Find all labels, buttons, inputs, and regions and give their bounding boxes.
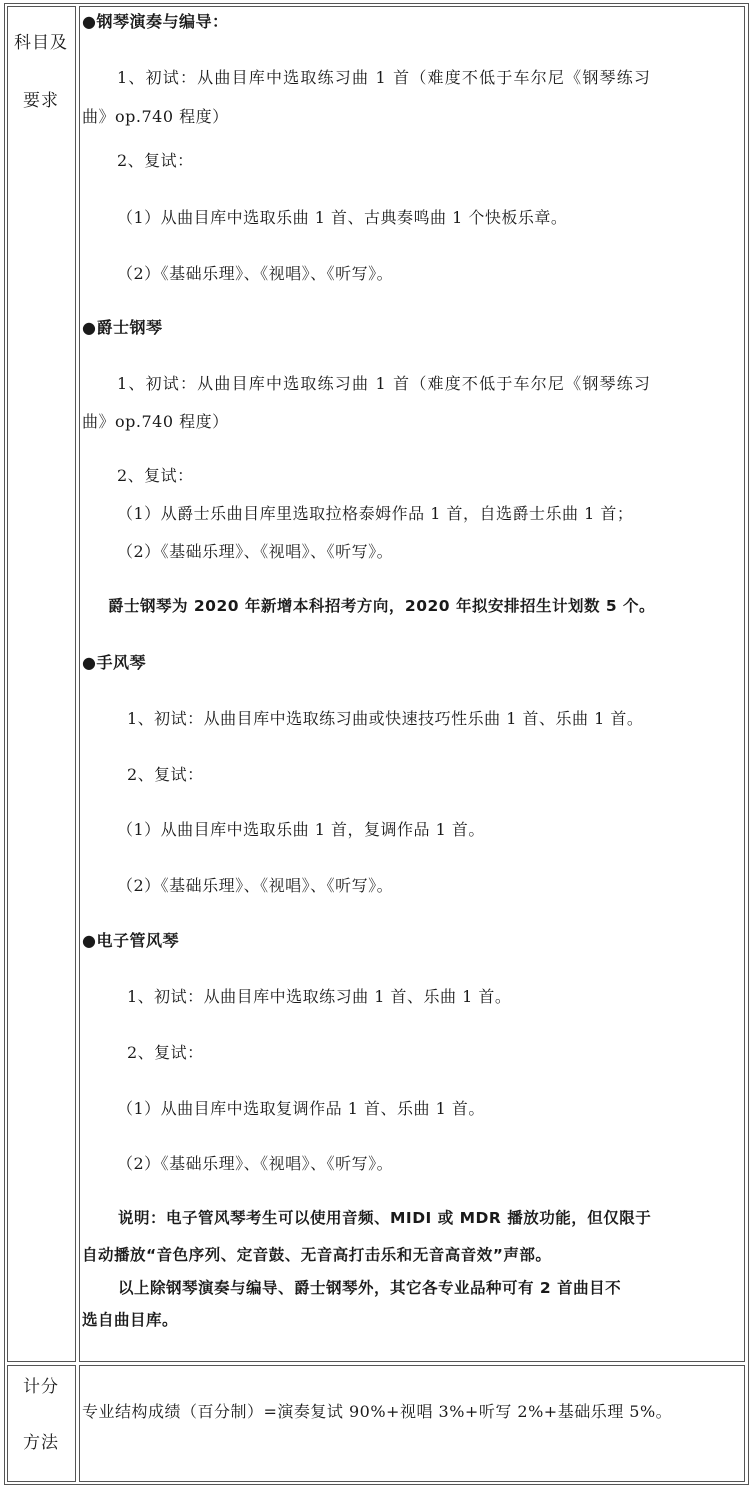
jazz-retest-item2: （2）《基础乐理》、《视唱》、《听写》。	[117, 542, 394, 561]
jazz-retest: 2、复试：	[117, 466, 194, 485]
piano-retest-item2: （2）《基础乐理》、《视唱》、《听写》。	[117, 264, 394, 283]
general-note-line1: 以上除钢琴演奏与编导、爵士钢琴外，其它各专业品种可有 2 首曲目不	[118, 1279, 622, 1297]
jazz-prelim-line1: 1、初试：从曲目库中选取练习曲 1 首（难度不低于车尔尼《钢琴练习	[117, 374, 652, 393]
label-cell-requirements	[7, 6, 76, 1362]
organ-prelim: 1、初试：从曲目库中选取练习曲 1 首、乐曲 1 首。	[127, 987, 512, 1006]
scoring-formula: 专业结构成绩（百分制）=演奏复试 90%+视唱 3%+听写 2%+基础乐理 5%。	[82, 1402, 673, 1421]
jazz-enrollment-note: 爵士钢琴为 2020 年新增本科招考方向，2020 年拟安排招生计划数 5 个。	[108, 597, 656, 615]
accordion-retest: 2、复试：	[127, 765, 204, 784]
general-note-line2: 选自曲目库。	[82, 1311, 179, 1329]
section-title-accordion: ●手风琴	[82, 653, 146, 672]
piano-prelim-line2: 曲》op.740 程度）	[82, 107, 229, 126]
piano-prelim-line1: 1、初试：从曲目库中选取练习曲 1 首（难度不低于车尔尼《钢琴练习	[117, 68, 652, 87]
jazz-retest-item1: （1）从爵士乐曲目库里选取拉格泰姆作品 1 首，自选爵士乐曲 1 首；	[117, 504, 634, 523]
label-scoring-line1: 计分	[23, 1377, 59, 1397]
organ-retest-item2: （2）《基础乐理》、《视唱》、《听写》。	[117, 1154, 394, 1173]
jazz-prelim-line2: 曲》op.740 程度）	[82, 412, 229, 431]
piano-retest-item1: （1）从曲目库中选取乐曲 1 首、古典奏鸣曲 1 个快板乐章。	[117, 208, 568, 227]
label-requirements-line2: 要求	[23, 91, 59, 111]
organ-retest-item1: （1）从曲目库中选取复调作品 1 首、乐曲 1 首。	[117, 1099, 485, 1118]
piano-retest: 2、复试：	[117, 151, 194, 170]
accordion-prelim: 1、初试：从曲目库中选取练习曲或快速技巧性乐曲 1 首、乐曲 1 首。	[127, 709, 644, 728]
label-requirements-line1: 科目及	[14, 33, 68, 53]
section-title-jazz: ●爵士钢琴	[82, 318, 163, 337]
organ-retest: 2、复试：	[127, 1043, 204, 1062]
section-title-organ: ●电子管风琴	[82, 931, 179, 950]
accordion-retest-item2: （2）《基础乐理》、《视唱》、《听写》。	[117, 876, 394, 895]
accordion-retest-item1: （1）从曲目库中选取乐曲 1 首，复调作品 1 首。	[117, 820, 485, 839]
section-title-piano: ●钢琴演奏与编导：	[82, 12, 229, 31]
organ-note-line2: 自动播放“音色序列、定音鼓、无音高打击乐和无音高音效”声部。	[82, 1246, 552, 1264]
organ-note-line1: 说明：电子管风琴考生可以使用音频、MIDI 或 MDR 播放功能，但仅限于	[118, 1209, 652, 1227]
content-cell-scoring	[79, 1365, 745, 1482]
label-scoring-line2: 方法	[23, 1433, 59, 1453]
